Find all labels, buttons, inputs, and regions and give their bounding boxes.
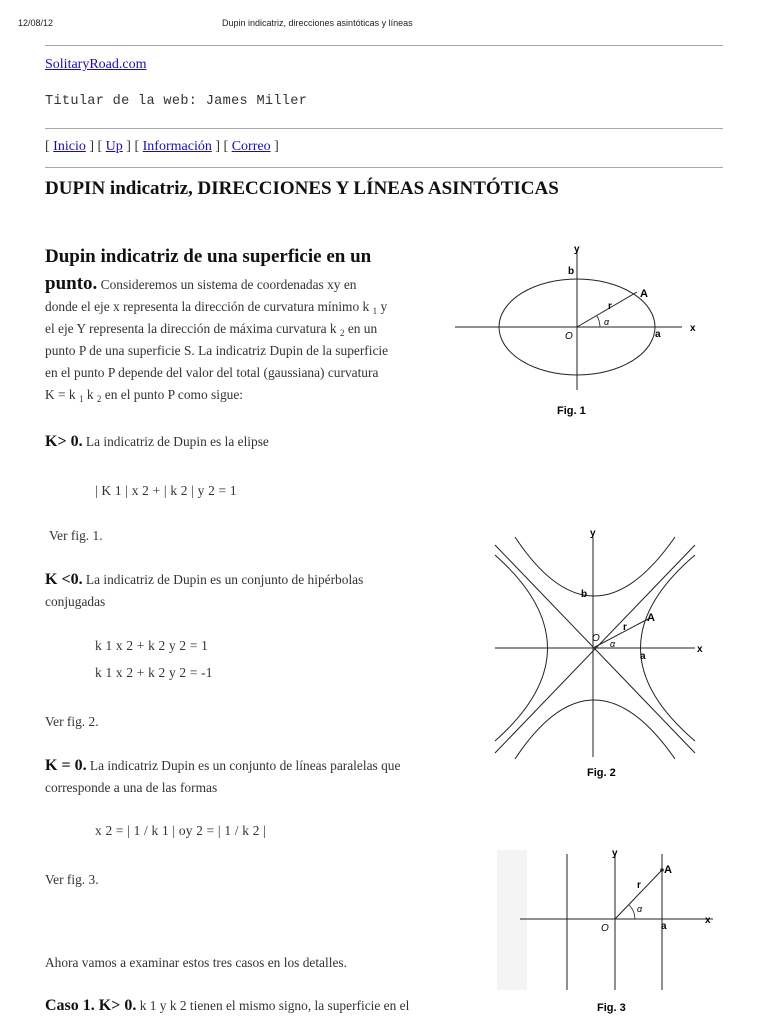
figure-2-hyperbolas bbox=[490, 525, 715, 780]
formula-hyperbola-1: k 1 x 2 + k 2 y 2 = 1 bbox=[95, 638, 209, 653]
fig3-label-r: r bbox=[637, 880, 641, 891]
page-title: DUPIN indicatriz, DIRECCIONES Y LÍNEAS ASINTÓTICAS bbox=[45, 178, 559, 199]
fig1-label-b: b bbox=[568, 266, 575, 277]
nav-link-correo[interactable]: Correo bbox=[231, 139, 271, 154]
fig2-label-b: b bbox=[581, 589, 588, 600]
fig1-label-y: y bbox=[574, 244, 580, 255]
formula-hyperbola-2: k 1 x 2 + k 2 y 2 = -1 bbox=[95, 665, 213, 680]
fig3-label-alpha: α bbox=[637, 904, 643, 914]
fig3-label-origin: O bbox=[601, 923, 609, 934]
section-body: punto. Consideremos un sistema de coordenadas xy en donde el eje x representa la dirección de curvatura mínimo k $_1$ y el eje Y representa la dirección de máxima curvatura k $_2$ en un punto P de una superficie S. La indicatriz Dupin de la superficie en el punto P depende del valor del total (gaussiana) curvatura K = k $_1$ k $_2$ en el punto P como sigue: bbox=[45, 273, 389, 404]
fig1-label-x: x bbox=[690, 323, 696, 334]
site-owner: Titular de la web: James Miller bbox=[45, 94, 308, 109]
fig2-label-a: a bbox=[640, 651, 646, 662]
fig1-label-origin: O bbox=[565, 331, 573, 342]
case-zero: K = 0. La indicatriz Dupin es un conjunto de líneas paralelas que corresponde a una de las formas bbox=[45, 757, 401, 795]
nav-link-up[interactable]: Up bbox=[105, 139, 123, 154]
see-fig-2: Ver fig. 2. bbox=[45, 714, 99, 729]
print-title: Dupin indicatriz, direcciones asintóticas y líneas bbox=[222, 18, 413, 28]
figure-1-ellipse bbox=[450, 240, 700, 425]
fig3-label-x: x bbox=[705, 915, 711, 926]
print-date: 12/08/12 bbox=[18, 18, 54, 28]
figure-3-parallel-lines bbox=[495, 840, 720, 1018]
angle-arc bbox=[629, 905, 635, 919]
hyperbola-top bbox=[515, 537, 675, 596]
formula-lines: x 2 = | 1 / k 1 | oy 2 = | 1 / k 2 | bbox=[95, 823, 267, 838]
nav-link-inicio[interactable]: Inicio bbox=[53, 139, 86, 154]
hyperbola-bottom bbox=[515, 700, 675, 759]
fig2-label-alpha: α bbox=[610, 639, 616, 649]
fig2-label-A: A bbox=[647, 612, 655, 624]
fig2-label-r: r bbox=[623, 622, 627, 633]
see-fig-3: Ver fig. 3. bbox=[45, 872, 99, 887]
fig2-label-origin: O bbox=[592, 633, 600, 644]
fig3-label-A: A bbox=[664, 864, 672, 876]
nav-link-informacion[interactable]: Información bbox=[142, 139, 212, 154]
section-heading: Dupin indicatriz de una superficie en un bbox=[45, 246, 372, 267]
fig1-label-a: a bbox=[655, 329, 661, 340]
fig1-label-alpha: α bbox=[604, 317, 610, 327]
see-fig-1: Ver fig. 1. bbox=[49, 528, 103, 543]
fig1-label-r: r bbox=[608, 301, 612, 312]
fig1-label-A: A bbox=[640, 288, 648, 300]
radius-line bbox=[593, 619, 648, 648]
case-negative: K <0. La indicatriz de Dupin es un conjunto de hipérbolas conjugadas bbox=[45, 571, 364, 609]
scan-shading bbox=[497, 850, 527, 990]
formula-ellipse: | K 1 | x 2 + | k 2 | y 2 = 1 bbox=[95, 483, 237, 498]
divider bbox=[45, 167, 723, 168]
case-positive: K> 0. La indicatriz de Dupin es la elipse bbox=[45, 433, 269, 450]
fig2-label-x: x bbox=[697, 644, 703, 655]
divider bbox=[45, 45, 723, 46]
closing-text: Ahora vamos a examinar estos tres casos en los detalles. bbox=[45, 955, 347, 970]
caso-1: Caso 1. K> 0. k 1 y k 2 tienen el mismo signo, la superficie en el bbox=[45, 997, 410, 1014]
fig3-label-a: a bbox=[661, 921, 667, 932]
divider bbox=[45, 128, 723, 129]
nav-bar: [ Inicio ] [ Up ] [ Información ] [ Correo ] bbox=[45, 139, 279, 154]
angle-arc bbox=[597, 316, 600, 327]
fig2-caption: Fig. 2 bbox=[587, 767, 616, 779]
fig3-label-y: y bbox=[612, 848, 618, 859]
fig2-label-y: y bbox=[590, 528, 596, 539]
fig3-caption: Fig. 3 bbox=[597, 1002, 626, 1014]
fig1-caption: Fig. 1 bbox=[557, 405, 586, 417]
site-link[interactable]: SolitaryRoad.com bbox=[45, 57, 147, 72]
